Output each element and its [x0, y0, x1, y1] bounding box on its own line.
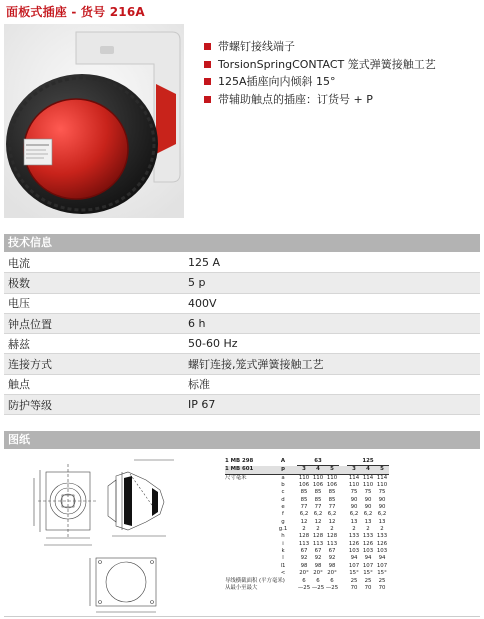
spacer [339, 570, 347, 577]
spacer [339, 563, 347, 570]
dimension-value: 103 [362, 548, 374, 555]
dimension-value: 67 [300, 548, 308, 555]
spacer [339, 533, 347, 540]
dimension-value: 90 [350, 496, 358, 503]
dimension-value: 92 [300, 555, 308, 562]
dimension-value: 6,2 [299, 511, 309, 518]
spec-label: 赫兹 [8, 337, 30, 351]
dimension-value: 12 [300, 518, 308, 525]
spacer [339, 555, 347, 562]
dimension-value: 103 [348, 548, 360, 555]
dimension-value: 6,2 [377, 511, 387, 518]
dimension-value: 2 [366, 526, 370, 533]
pole-count: 4 [361, 466, 375, 474]
spec-label: 防护等级 [8, 398, 52, 412]
dimension-value: 2 [330, 526, 334, 533]
dimension-key: l1 [280, 562, 286, 569]
spacer [339, 526, 347, 533]
dimension-key: h [281, 533, 285, 540]
spec-label: 电流 [8, 256, 30, 270]
spacer [339, 497, 347, 504]
dimension-footer-row [225, 578, 389, 585]
spec-value: 400V [188, 296, 217, 310]
spec-table [4, 253, 480, 415]
dimension-value: —25 [325, 584, 339, 591]
spacer [339, 548, 347, 555]
dimension-row [225, 555, 389, 562]
dimension-value: 98 [314, 562, 322, 569]
feature-item [204, 91, 436, 109]
dimension-value: 75 [350, 489, 358, 496]
dimension-value: 2 [352, 526, 356, 533]
spec-value: 标准 [188, 378, 210, 392]
spec-value: 6 h [188, 317, 206, 331]
dimension-value: 103 [376, 548, 388, 555]
dimension-value: 15° [363, 570, 373, 577]
dimension-value: 94 [364, 555, 372, 562]
page-title: 面板式插座 - 货号 216A [6, 5, 145, 19]
dimension-value: 133 [376, 533, 388, 540]
dimension-value: 85 [328, 489, 336, 496]
dimension-value: 110 [326, 474, 338, 481]
dimension-value: 90 [378, 496, 386, 503]
dimension-value: 133 [348, 533, 360, 540]
product-photo [4, 24, 184, 218]
dimension-value: 94 [378, 555, 386, 562]
spacer [289, 563, 297, 570]
dimension-value: 90 [364, 504, 372, 511]
dimension-value: 77 [328, 504, 336, 511]
dimension-value: 25 [378, 577, 386, 584]
dimension-value: 126 [362, 540, 374, 547]
table-ref-label: 1 MB 298 [225, 458, 254, 465]
dimension-value: 85 [300, 489, 308, 496]
dimension-key: e [281, 504, 285, 511]
dimension-value: 92 [328, 555, 336, 562]
dimension-value: 25 [364, 577, 372, 584]
feature-list [204, 38, 436, 108]
feature-text: 带螺钉接线端子 [218, 40, 295, 53]
spacer [289, 511, 297, 518]
spacer [289, 474, 297, 482]
dimension-value: 6 [302, 577, 306, 584]
feature-text: 带辅助触点的插座：订货号 + P [218, 92, 373, 106]
unit-label [225, 519, 277, 526]
dimension-value: 113 [326, 540, 338, 547]
dimension-value: 107 [376, 562, 388, 569]
unit-label [225, 563, 277, 570]
dimension-value: 85 [314, 489, 322, 496]
dimension-value: 114 [376, 474, 388, 481]
dimension-value: 77 [300, 504, 308, 511]
dimension-value: 133 [362, 533, 374, 540]
spec-row [4, 375, 480, 395]
dimension-value: 75 [378, 489, 386, 496]
pole-count: 5 [325, 466, 339, 474]
dimension-value: 15° [377, 570, 387, 577]
pole-count: 5 [375, 466, 389, 474]
dimension-value: 110 [348, 482, 360, 489]
dimension-value: 106 [298, 482, 310, 489]
spacer [289, 489, 297, 496]
dimension-row [225, 482, 389, 489]
dimension-value: 114 [362, 474, 374, 481]
dimension-row [225, 526, 389, 533]
dimension-subheader-row [225, 466, 389, 474]
drawing-area [4, 450, 480, 617]
dimension-value: 110 [362, 482, 374, 489]
dimension-value: 70 [378, 584, 386, 591]
spec-row [4, 334, 480, 354]
dimension-row [225, 548, 389, 555]
feature-item [204, 73, 436, 91]
spec-value: 螺钉连接,笼式弹簧接触工艺 [188, 358, 324, 372]
dimension-value: 13 [378, 518, 386, 525]
spec-value: 50-60 Hz [188, 337, 238, 351]
dimension-value: 107 [362, 562, 374, 569]
dimension-value: 85 [314, 496, 322, 503]
spacer [289, 519, 297, 526]
feature-text: TorsionSpringCONTACT 笼式弹簧接触工艺 [218, 57, 436, 71]
spacer [289, 555, 297, 562]
dimension-footer-row [225, 585, 389, 592]
dimension-value: 90 [364, 496, 372, 503]
dimension-key: b [281, 482, 285, 489]
drawing-heading: 图纸 [4, 431, 480, 449]
feature-text: 125A插座向内倾斜 15° [218, 75, 336, 88]
unit-label [225, 526, 277, 533]
unit-label [225, 489, 277, 496]
pole-count: 4 [311, 466, 325, 474]
dimension-value: 20° [299, 570, 309, 577]
dimension-value: 106 [312, 482, 324, 489]
dimension-key: l [282, 555, 284, 562]
dimension-value: 92 [314, 555, 322, 562]
dimension-value: 126 [348, 540, 360, 547]
dimension-value: 2 [302, 526, 306, 533]
dimension-value: 6 [316, 577, 320, 584]
spec-row [4, 253, 480, 273]
spec-label: 极数 [8, 276, 30, 290]
dimension-table [225, 458, 389, 592]
dimension-value: 13 [350, 518, 358, 525]
spec-label: 触点 [8, 378, 30, 392]
spacer [339, 585, 347, 592]
spacer [339, 541, 347, 548]
dimension-value: 2 [316, 526, 320, 533]
unit-label [225, 533, 277, 540]
feature-item [204, 38, 436, 56]
dimension-value: 110 [376, 482, 388, 489]
dimension-value: 70 [350, 584, 358, 591]
dimension-key: a [281, 474, 285, 481]
unit-label: 尺寸毫米 [225, 474, 247, 481]
spec-label: 连接方式 [8, 358, 52, 372]
spacer [289, 548, 297, 555]
footer-label: 从最小至最大 [225, 584, 258, 591]
dimension-value: 107 [348, 562, 360, 569]
spacer [289, 585, 297, 592]
spec-label: 电压 [8, 297, 30, 311]
dimension-row [225, 533, 389, 540]
dimension-value: 6,2 [327, 511, 337, 518]
dimension-value: 113 [312, 540, 324, 547]
dimension-row [225, 570, 389, 577]
dimension-key: < [280, 570, 286, 577]
dimension-value: 67 [328, 548, 336, 555]
pole-count: 3 [347, 466, 361, 474]
spec-row [4, 395, 480, 415]
unit-label [225, 497, 277, 504]
spacer [289, 533, 297, 540]
dimension-value: 20° [327, 570, 337, 577]
bullet-square-icon [204, 96, 211, 103]
dimension-row [225, 563, 389, 570]
dimension-value: —25 [311, 584, 325, 591]
dimension-row [225, 541, 389, 548]
spec-value: 125 A [188, 256, 221, 270]
pole-count: 3 [297, 466, 311, 474]
group-125-label: 125 [347, 458, 389, 466]
spacer [289, 482, 297, 489]
dimension-value: 6,2 [313, 511, 323, 518]
spacer [339, 474, 347, 482]
table-key: A [280, 458, 286, 465]
dimension-key: d [281, 496, 285, 503]
dimension-key: g.1 [278, 526, 288, 533]
dimension-value: 85 [328, 496, 336, 503]
dimension-row [225, 497, 389, 504]
spec-value: 5 p [188, 276, 206, 290]
dimension-value: 6,2 [363, 511, 373, 518]
dimension-value: 128 [312, 533, 324, 540]
dimension-value: 12 [314, 518, 322, 525]
unit-label [225, 511, 277, 518]
bullet-square-icon [204, 61, 211, 68]
spacer [289, 570, 297, 577]
unit-label [225, 482, 277, 489]
spacer [289, 504, 297, 511]
dimension-value: 110 [312, 474, 324, 481]
spacer [289, 541, 297, 548]
spacer [339, 578, 347, 585]
table-key: p [277, 466, 289, 474]
bullet-square-icon [204, 43, 211, 50]
spacer [339, 482, 347, 489]
dimension-value: 75 [364, 489, 372, 496]
technical-drawing [4, 450, 219, 616]
spec-label: 钟点位置 [8, 317, 52, 331]
dimension-row [225, 519, 389, 526]
dimension-value: 70 [364, 584, 372, 591]
unit-label [225, 555, 277, 562]
dimension-value: 67 [314, 548, 322, 555]
dimension-value: 98 [300, 562, 308, 569]
spec-row [4, 273, 480, 293]
dimension-value: 98 [328, 562, 336, 569]
spec-value: IP 67 [188, 398, 216, 412]
footer-label: 导线横截面积 (平方毫米) [225, 577, 285, 584]
dimension-value: 106 [326, 482, 338, 489]
spec-row [4, 354, 480, 374]
spacer [289, 578, 297, 585]
dimension-value: 6 [330, 577, 334, 584]
dimension-row [225, 504, 389, 511]
dimension-value: 90 [350, 504, 358, 511]
dimension-key: g [281, 518, 285, 525]
tech-info-heading: 技术信息 [4, 234, 480, 252]
dimension-value: 25 [350, 577, 358, 584]
spec-row [4, 314, 480, 334]
unit-label [225, 548, 277, 555]
spacer [339, 504, 347, 511]
dimension-value: 128 [326, 533, 338, 540]
dimension-value: 126 [376, 540, 388, 547]
unit-label [225, 570, 277, 577]
dimension-value: 94 [350, 555, 358, 562]
bullet-square-icon [204, 78, 211, 85]
dimension-value: 15° [349, 570, 359, 577]
dimension-value: 110 [298, 474, 310, 481]
dimension-row [225, 474, 389, 482]
table-ref-label: 1 MB 601 [225, 466, 277, 474]
group-63-label: 63 [297, 458, 339, 466]
dimension-row [225, 511, 389, 518]
spec-row [4, 294, 480, 314]
dimension-header-row [225, 458, 389, 466]
dimension-value: 85 [300, 496, 308, 503]
dimension-value: 2 [380, 526, 384, 533]
spacer [339, 489, 347, 496]
dimension-value: 114 [348, 474, 360, 481]
spacer [339, 511, 347, 518]
dimension-value: 12 [328, 518, 336, 525]
spacer [289, 497, 297, 504]
dimension-value: 77 [314, 504, 322, 511]
dimension-key: c [281, 489, 285, 496]
dimension-value: 90 [378, 504, 386, 511]
unit-label [225, 541, 277, 548]
dimension-key: f [282, 511, 284, 518]
spacer [289, 526, 297, 533]
dimension-key: k [281, 548, 285, 555]
feature-item [204, 56, 436, 74]
dimension-value: 113 [298, 540, 310, 547]
dimension-value: 20° [313, 570, 323, 577]
dimension-value: 128 [298, 533, 310, 540]
socket-illustration [4, 24, 184, 218]
spacer [339, 519, 347, 526]
dimension-row [225, 489, 389, 496]
dimension-value: 6,2 [349, 511, 359, 518]
dimension-value: 13 [364, 518, 372, 525]
dimension-key: i [282, 540, 284, 547]
dimension-value: —25 [297, 584, 311, 591]
unit-label [225, 504, 277, 511]
